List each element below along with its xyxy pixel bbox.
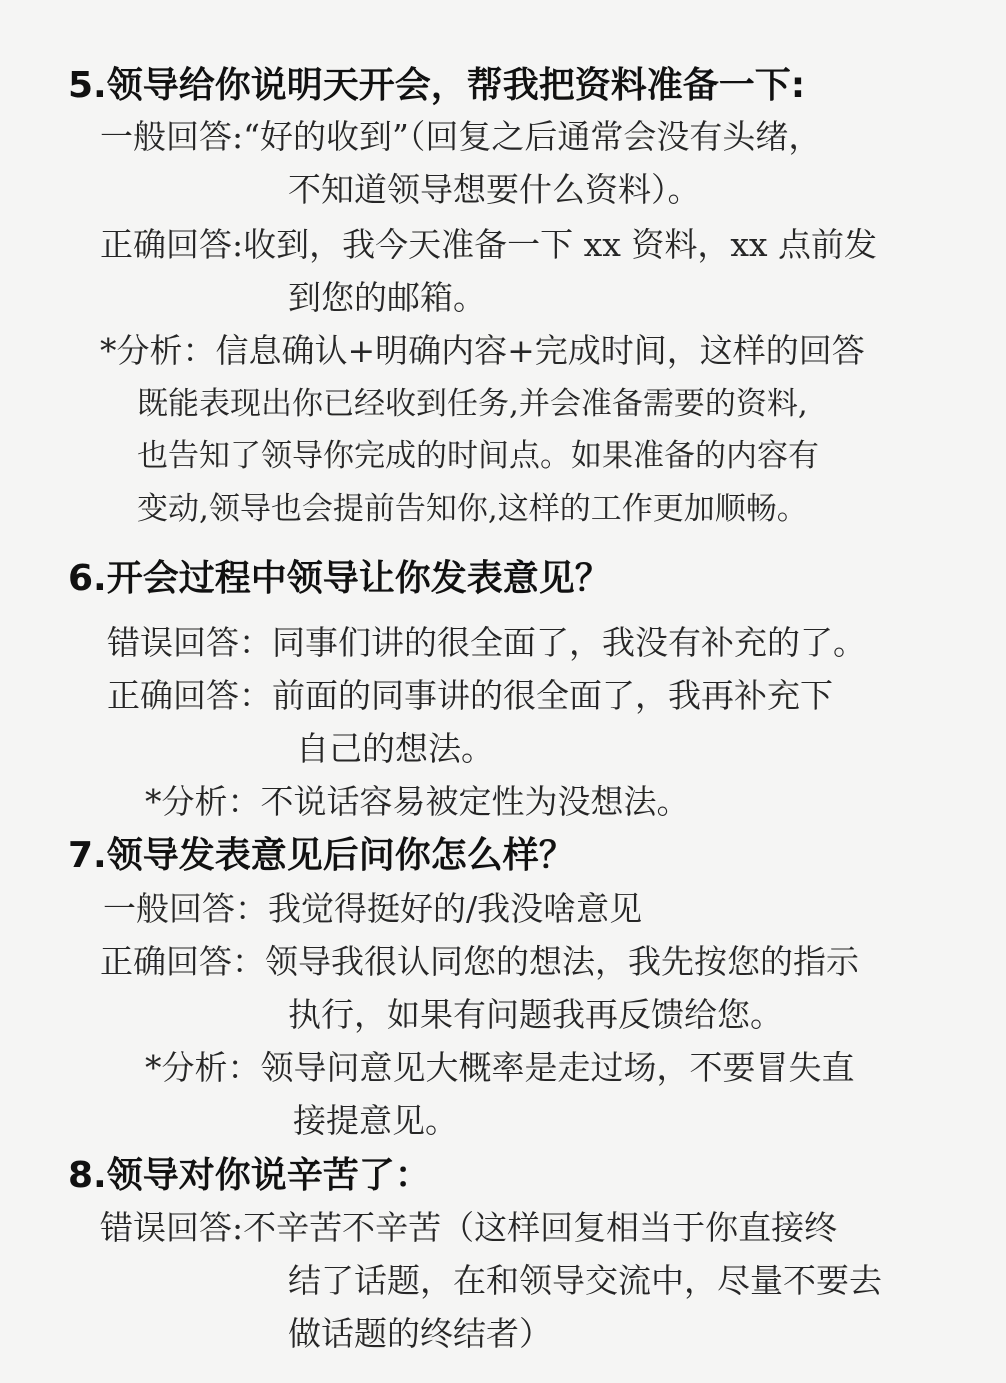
analysis-line: 接提意见。 <box>293 1101 458 1140</box>
analysis-line: 也告知了领导你完成的时间点。如果准备的内容有 <box>137 438 819 474</box>
answer-line: 结了话题，在和领导交流中，尽量不要去 <box>288 1261 882 1300</box>
answer-line: 做话题的终结者） <box>288 1314 552 1353</box>
analysis-line: *分析：信息确认+明确内容+完成时间，这样的回答 <box>100 331 865 370</box>
answer-line: 一般回答:“好的收到”（回复之后通常会没有头绪， <box>100 117 822 156</box>
answer-line: 错误回答：同事们讲的很全面了，我没有补充的了。 <box>107 623 866 662</box>
analysis-line: 既能表现出你已经收到任务,并会准备需要的资料, <box>137 386 808 422</box>
analysis-line: *分析：不说话容易被定性为没想法。 <box>145 782 690 821</box>
analysis-line: 变动,领导也会提前告知你,这样的工作更加顺畅。 <box>137 491 808 527</box>
answer-line: 正确回答:收到，我今天准备一下 xx 资料，xx 点前发 <box>100 225 878 264</box>
section-heading: 6.开会过程中领导让你发表意见？ <box>68 558 611 599</box>
answer-line: 错误回答:不辛苦不辛苦（这样回复相当于你直接终 <box>100 1208 838 1247</box>
section-heading: 8.领导对你说辛苦了： <box>68 1155 431 1196</box>
analysis-line: *分析：领导问意见大概率是走过场，不要冒失直 <box>145 1048 855 1087</box>
answer-line: 一般回答：我觉得挺好的/我没啥意见 <box>103 889 643 928</box>
answer-line: 不知道领导想要什么资料）。 <box>288 170 701 209</box>
section-heading: 7.领导发表意见后问你怎么样？ <box>68 835 575 876</box>
answer-line: 执行，如果有问题我再反馈给您。 <box>288 995 783 1034</box>
answer-line: 到您的邮箱。 <box>288 278 486 317</box>
section-heading: 5.领导给你说明天开会，帮我把资料准备一下: <box>68 65 806 106</box>
answer-line: 自己的想法。 <box>296 729 494 768</box>
answer-line: 正确回答：前面的同事讲的很全面了，我再补充下 <box>107 676 833 715</box>
answer-line: 正确回答：领导我很认同您的想法，我先按您的指示 <box>100 942 859 981</box>
